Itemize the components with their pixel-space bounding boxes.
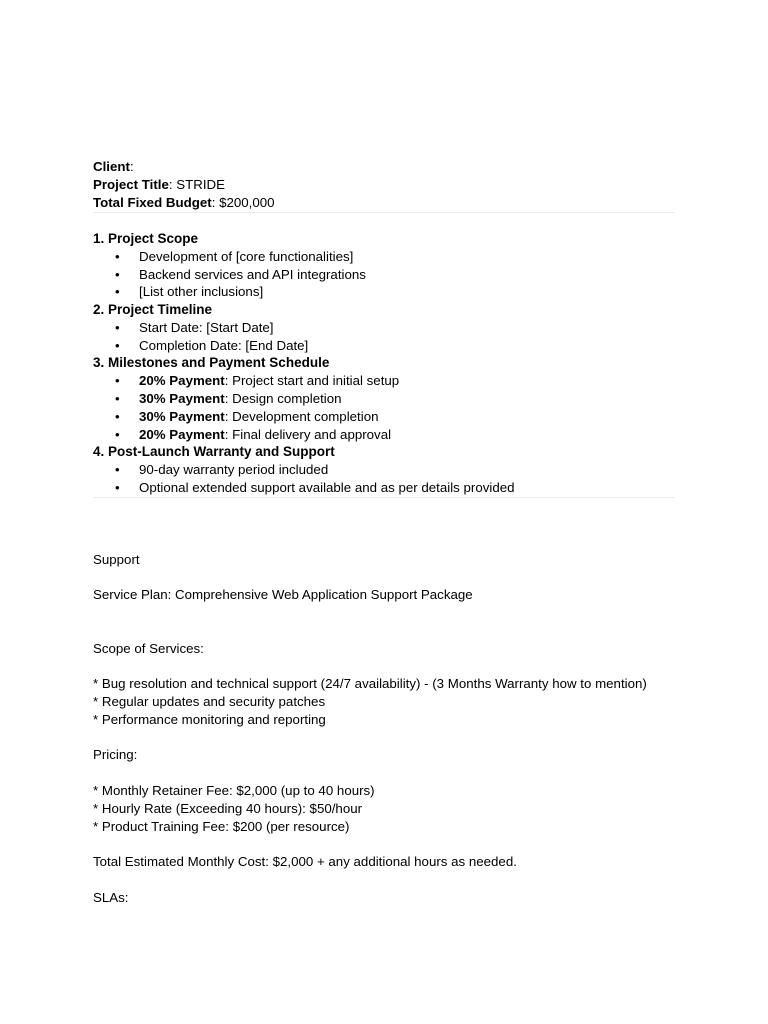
bullet-icon: • [115, 479, 120, 495]
support-title: Support [93, 551, 140, 567]
list-item: • Development of [core functionalities] [115, 249, 354, 264]
bullet-icon: • [115, 337, 120, 353]
pricing-heading: Pricing: [93, 747, 138, 763]
milestones-heading: 3. Milestones and Payment Schedule [93, 355, 330, 371]
list-item: * Performance monitoring and reporting [93, 711, 326, 727]
timeline-heading: 2. Project Timeline [93, 302, 213, 318]
service-plan: Service Plan: Comprehensive Web Application Support Package [93, 587, 473, 603]
project-title-label: Project Title [93, 177, 169, 192]
list-item: • Optional extended support available and as per details provided [115, 479, 515, 495]
bullet-icon: • [115, 373, 120, 389]
list-item: • 30% Payment: Development completion [115, 408, 379, 424]
list-item: * Product Training Fee: $200 (per resource) [93, 818, 350, 834]
bullet-icon: • [115, 284, 120, 300]
budget-value: $200,000 [219, 195, 275, 210]
bullet-icon: • [115, 391, 120, 407]
budget-label: Total Fixed Budget [93, 195, 212, 210]
document-body [93, 158, 675, 907]
warranty-heading: 4. Post-Launch Warranty and Support [93, 444, 335, 460]
bullet-icon: • [115, 408, 120, 424]
bullet-icon: • [115, 249, 120, 264]
budget-line: Total Fixed Budget: $200,000 [93, 195, 275, 210]
list-item: • Backend services and API integrations [115, 266, 366, 282]
list-item: * Monthly Retainer Fee: $2,000 (up to 40 hours) [93, 782, 375, 798]
bullet-icon: • [115, 426, 120, 442]
list-item: * Bug resolution and technical support (24/7 availability) - (3 Months Warranty how to mention) [93, 676, 647, 692]
bullet-icon: • [115, 462, 120, 478]
bullet-icon: • [115, 320, 120, 336]
scope-of-services-heading: Scope of Services: [93, 640, 204, 656]
list-item: • Start Date: [Start Date] [115, 320, 274, 336]
list-item: • 20% Payment: Project start and initial setup [115, 373, 400, 389]
list-item: • [List other inclusions] [115, 284, 264, 300]
list-item: * Regular updates and security patches [93, 693, 326, 709]
list-item: * Hourly Rate (Exceeding 40 hours): $50/hour [93, 800, 363, 816]
slas-heading: SLAs: [93, 889, 129, 905]
list-item: • 90-day warranty period included [115, 462, 329, 478]
scope-heading: 1. Project Scope [93, 231, 199, 246]
client-label: Client [93, 159, 130, 174]
total-estimated-cost: Total Estimated Monthly Cost: $2,000 + any additional hours as needed. [93, 854, 517, 870]
list-item: • Completion Date: [End Date] [115, 337, 309, 353]
bullet-icon: • [115, 266, 120, 282]
list-item: • 20% Payment: Final delivery and approval [115, 426, 392, 442]
list-item: • 30% Payment: Design completion [115, 391, 342, 407]
project-title-value: STRIDE [176, 177, 226, 192]
project-title-line: Project Title: STRIDE [93, 177, 226, 192]
client-line: Client: [93, 159, 134, 174]
